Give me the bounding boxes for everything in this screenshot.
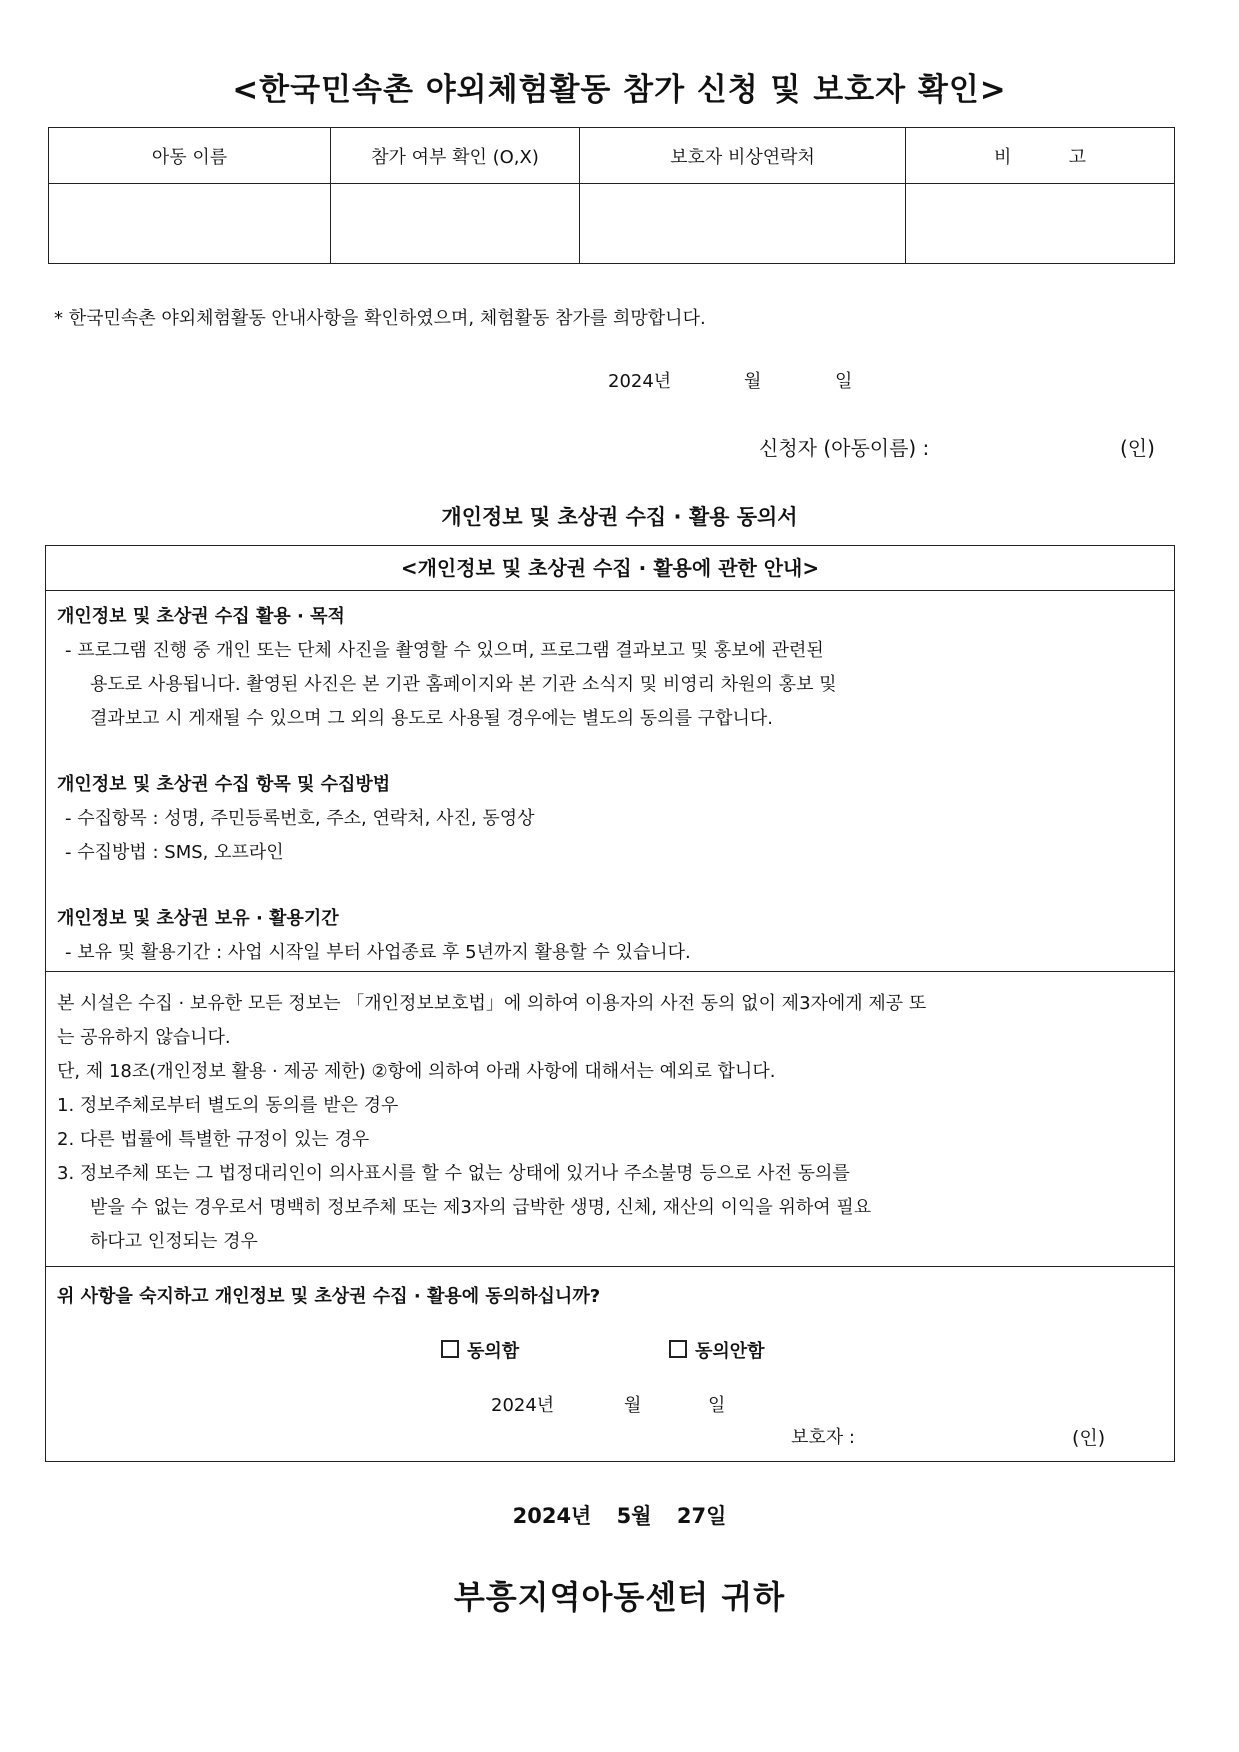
application-table xyxy=(48,127,1175,264)
consent-date-month: 월 xyxy=(624,1395,642,1416)
consent-box-header: <개인정보 및 초상권 수집 · 활용에 관한 안내> xyxy=(400,556,820,580)
items-line: - 수집방법 : SMS, 오프라인 xyxy=(65,842,284,863)
disagree-option[interactable] xyxy=(669,1337,765,1363)
retention-line: - 보유 및 활용기간 : 사업 시작일 부터 사업종료 후 5년까지 활용할 수 있습니다. xyxy=(65,942,691,963)
consent-form-title: 개인정보 및 초상권 수집 · 활용 동의서 xyxy=(441,505,798,529)
participation-cell[interactable] xyxy=(331,184,580,264)
consent-box xyxy=(45,545,1175,1462)
purpose-line: 결과보고 시 게재될 수 있으며 그 외의 용도로 사용될 경우에는 별도의 동의를 구합니다. xyxy=(90,708,773,729)
items-heading: 개인정보 및 초상권 수집 항목 및 수집방법 xyxy=(57,774,391,795)
guardian-seal: (인) xyxy=(1072,1427,1106,1449)
header-child-name: 아동 이름 xyxy=(49,128,331,184)
recipient: 부흥지역아동센터 귀하 xyxy=(453,1578,786,1616)
checkbox-disagree[interactable] xyxy=(669,1340,687,1358)
header-remarks: 비 고 xyxy=(906,128,1175,184)
agree-option[interactable] xyxy=(441,1337,519,1363)
consent-date-year: 2024년 xyxy=(491,1395,555,1416)
header-emergency-contact: 보호자 비상연락처 xyxy=(580,128,906,184)
policy-line: 는 공유하지 않습니다. xyxy=(57,1027,231,1048)
policy-line: 본 시설은 수집 · 보유한 모든 정보는 「개인정보보호법」에 의하여 이용자의 사전 동의 없이 제3자에게 제공 또 xyxy=(57,993,927,1014)
policy-line: 1. 정보주체로부터 별도의 동의를 받은 경우 xyxy=(57,1095,399,1116)
consent-date-day: 일 xyxy=(708,1395,726,1416)
divider xyxy=(46,1266,1174,1267)
table-row xyxy=(49,184,1175,264)
policy-line: 단, 제 18조(개인정보 활용 · 제공 제한) ②항에 의하여 아래 사항에 대해서는 예외로 합니다. xyxy=(57,1061,776,1082)
items-line: - 수집항목 : 성명, 주민등록번호, 주소, 연락처, 사진, 동영상 xyxy=(65,808,535,829)
document-title: <한국민속촌 야외체험활동 참가 신청 및 보호자 확인> xyxy=(232,72,1007,108)
divider xyxy=(46,590,1174,591)
checkbox-agree[interactable] xyxy=(441,1340,459,1358)
consent-question: 위 사항을 숙지하고 개인정보 및 초상권 수집 · 활용에 동의하십니까? xyxy=(57,1286,601,1307)
application-date-day: 일 xyxy=(835,371,853,392)
applicant-label: 신청자 (아동이름) : xyxy=(759,436,930,460)
purpose-heading: 개인정보 및 초상권 수집 활용 · 목적 xyxy=(57,606,345,627)
divider xyxy=(46,971,1174,972)
disagree-label: 동의안함 xyxy=(695,1341,765,1362)
policy-line: 하다고 인정되는 경우 xyxy=(90,1231,258,1252)
applicant-seal: (인) xyxy=(1120,436,1155,460)
remarks-cell[interactable] xyxy=(906,184,1175,264)
document-date: 2024년 5월 27일 xyxy=(512,1504,727,1528)
policy-line: 3. 정보주체 또는 그 법정대리인이 의사표시를 할 수 없는 상태에 있거나 주소불명 등으로 사전 동의를 xyxy=(57,1163,850,1184)
emergency-contact-cell[interactable] xyxy=(580,184,906,264)
policy-line: 받을 수 없는 경우로서 명백히 정보주체 또는 제3자의 급박한 생명, 신체, 재산의 이익을 위하여 필요 xyxy=(90,1197,872,1218)
child-name-cell[interactable] xyxy=(49,184,331,264)
agree-label: 동의함 xyxy=(467,1341,520,1362)
policy-line: 2. 다른 법률에 특별한 규정이 있는 경우 xyxy=(57,1129,370,1150)
application-note: * 한국민속촌 야외체험활동 안내사항을 확인하였으며, 체험활동 참가를 희망합니다. xyxy=(54,308,706,329)
guardian-label: 보호자 : xyxy=(791,1427,855,1448)
purpose-line: 용도로 사용됩니다. 촬영된 사진은 본 기관 홈페이지와 본 기관 소식지 및 비영리 차원의 홍보 및 xyxy=(90,674,837,695)
purpose-line: - 프로그램 진행 중 개인 또는 단체 사진을 촬영할 수 있으며, 프로그램 결과보고 및 홍보에 관련된 xyxy=(65,640,824,661)
application-date-year: 2024년 xyxy=(608,371,672,392)
application-date-month: 월 xyxy=(744,371,762,392)
header-participation: 참가 여부 확인 (O,X) xyxy=(331,128,580,184)
table-header-row xyxy=(49,128,1175,184)
retention-heading: 개인정보 및 초상권 보유 · 활용기간 xyxy=(57,908,339,929)
